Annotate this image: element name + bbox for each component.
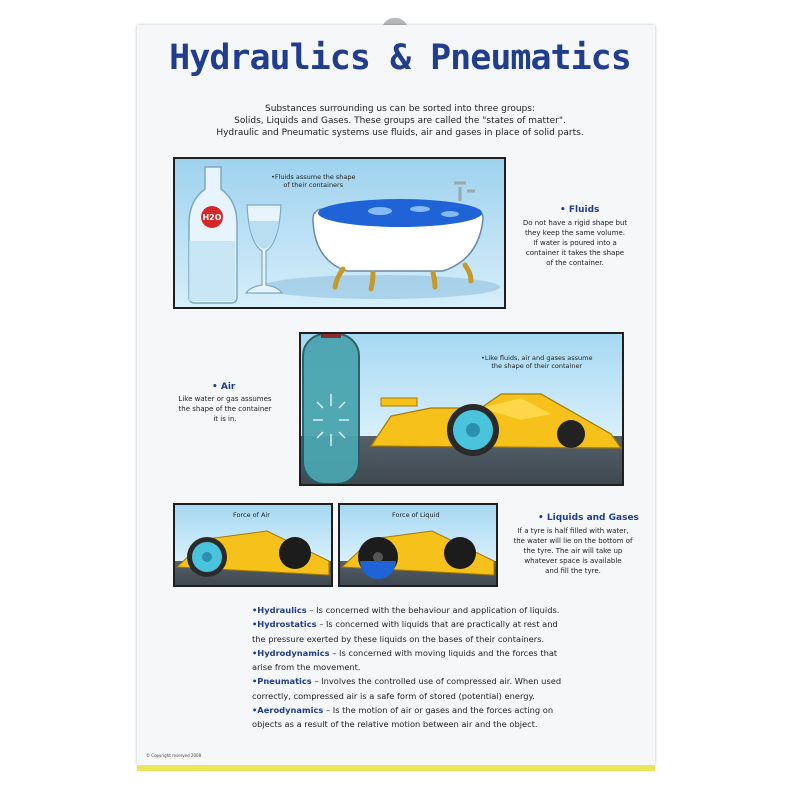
liquids-gases-line: whatever space is available <box>524 557 622 565</box>
definition-term: •Hydraulics <box>252 605 307 615</box>
fluids-heading: • Fluids <box>560 205 600 215</box>
definition-text: – Is concerned with the behaviour and application of liquids. <box>306 605 560 615</box>
definition-hydrodynamics <box>252 646 562 660</box>
definition-text: – Is concerned with moving liquids and the forces that <box>329 647 558 658</box>
intro-text <box>200 103 600 139</box>
poster-title: Hydraulics & Pneumatics <box>169 38 631 78</box>
definition-continuation: the pressure exerted by these liquids on the bases of their containers. <box>252 633 545 644</box>
definition-text: – Involves the controlled use of compressed air. When used <box>311 676 562 687</box>
fluids-line: Do not have a rigid shape but <box>522 219 628 227</box>
definition-term: •Hydrodynamics <box>252 647 330 658</box>
fluids-line: they keep the same volume. <box>524 229 626 237</box>
bottle-label: H2O <box>202 213 222 222</box>
liquids-gases-line: and fill the tyre. <box>545 567 601 575</box>
definitions-list <box>252 603 562 732</box>
fluids-panel <box>173 157 506 309</box>
air-heading: • Air <box>212 382 236 392</box>
air-line: Like water or gas assumes <box>178 395 272 403</box>
definition-continuation: arise from the movement. <box>252 662 361 673</box>
definition-pneumatics <box>252 674 562 688</box>
fluids-line: of the container. <box>546 259 604 267</box>
definition-hydrostatics <box>252 617 562 631</box>
liquids-gases-line: the tyre. The air will take up <box>523 547 623 555</box>
fluids-line: If water is poured into a <box>533 239 617 247</box>
air-line: it is in. <box>213 415 237 423</box>
fluids-body <box>510 218 640 268</box>
copyright-text: © Copyright reserved 2008 <box>146 753 202 758</box>
fluids-line: container it takes the shape <box>525 249 625 257</box>
definition-term: •Aerodynamics <box>252 705 324 716</box>
force-of-air-caption: Force of Air <box>233 511 270 519</box>
definition-continuation: correctly, compressed air is a safe form of stored (potential) energy. <box>252 690 535 701</box>
liquids-gases-heading: • Liquids and Gases <box>538 513 639 523</box>
race-car-caption <box>481 354 593 370</box>
definition-text: – Is concerned with liquids that are practically at rest and <box>316 619 558 630</box>
liquids-gases-line: the water will lie on the bottom of <box>513 537 633 545</box>
definition-continuation: objects as a result of the relative motion between air and the object. <box>252 719 538 730</box>
caption-line: •Fluids assume the shape <box>271 173 356 181</box>
force-of-air-panel <box>173 503 333 587</box>
intro-line: Substances surrounding us can be sorted into three groups: <box>264 104 535 114</box>
liquids-gases-body <box>508 526 638 576</box>
intro-line: Hydraulic and Pneumatic systems use fluids, air and gases in place of solid parts. <box>216 128 584 138</box>
air-body <box>165 394 285 424</box>
force-of-liquid-panel <box>338 503 498 587</box>
definition-term: •Pneumatics <box>252 676 312 687</box>
race-car-panel <box>299 332 624 486</box>
definition-text: – Is the motion of air or gases and the forces acting on <box>323 705 554 716</box>
definition-aerodynamics <box>252 703 562 717</box>
force-of-liquid-caption: Force of Liquid <box>392 511 440 519</box>
air-line: the shape of the container <box>178 405 272 413</box>
intro-line: Solids, Liquids and Gases. These groups are called the "states of matter". <box>234 116 566 126</box>
fluids-panel-caption <box>271 173 356 189</box>
definition-term: •Hydrostatics <box>252 619 317 630</box>
liquids-gases-line: If a tyre is half filled with water, <box>517 527 629 535</box>
caption-line: the shape of their container <box>491 362 583 370</box>
caption-line: •Like fluids, air and gases assume <box>481 354 593 362</box>
definition-hydraulics <box>252 603 562 617</box>
poster-bottom-strip <box>137 765 655 771</box>
caption-line: of their containers <box>283 181 344 189</box>
